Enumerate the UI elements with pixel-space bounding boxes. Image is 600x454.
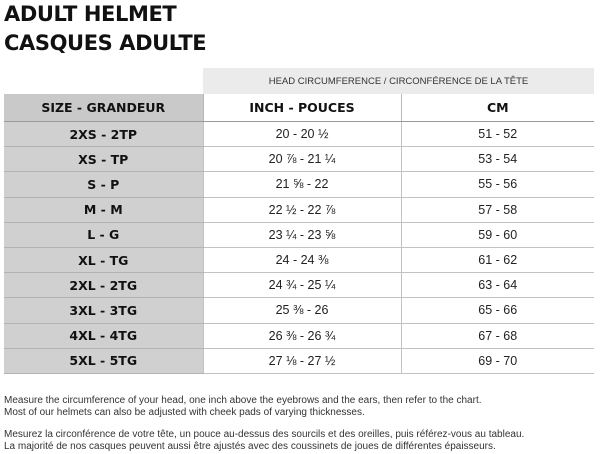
note-fr-measure: Mesurez la circonférence de votre tête, un pouce au-dessus des sourcils et des oreilles, puis référez-vous au tableau.: [4, 429, 525, 440]
inch-cell: 25 ⅜ - 26: [203, 298, 401, 323]
inch-cell: 20 ⅞ - 21 ¼: [203, 147, 401, 172]
inch-cell: 21 ⅝ - 22: [203, 172, 401, 197]
table-row: [4, 147, 594, 172]
size-cell: 4XL - 4TG: [4, 323, 203, 348]
table-row: [4, 298, 594, 323]
cm-cell: 53 - 54: [401, 147, 594, 172]
table-row: [4, 348, 594, 373]
inch-cell: 20 - 20 ½: [203, 122, 401, 147]
size-cell: L - G: [4, 222, 203, 247]
title-english: ADULT HELMET: [4, 2, 177, 26]
size-cell: 2XS - 2TP: [4, 122, 203, 147]
table-row: [4, 323, 594, 348]
cm-cell: 65 - 66: [401, 298, 594, 323]
cm-cell: 63 - 64: [401, 273, 594, 298]
size-cell: M - M: [4, 197, 203, 222]
note-en-cheek-pads: Most of our helmets can also be adjusted with cheek pads of varying thicknesses.: [4, 407, 365, 418]
size-cell: 3XL - 3TG: [4, 298, 203, 323]
size-table: [4, 94, 594, 374]
size-cell: XL - TG: [4, 247, 203, 272]
size-cell: 2XL - 2TG: [4, 273, 203, 298]
cm-cell: 67 - 68: [401, 323, 594, 348]
cm-cell: 51 - 52: [401, 122, 594, 147]
table-row: [4, 172, 594, 197]
inch-cell: 27 ⅛ - 27 ½: [203, 348, 401, 373]
inch-cell: 26 ⅜ - 26 ¾: [203, 323, 401, 348]
size-column-header: SIZE - GRANDEUR: [4, 94, 203, 122]
cm-cell: 55 - 56: [401, 172, 594, 197]
table-row: [4, 122, 594, 147]
cm-column-header: CM: [401, 94, 594, 122]
instructions: [4, 395, 596, 453]
size-cell: S - P: [4, 172, 203, 197]
cm-cell: 61 - 62: [401, 247, 594, 272]
inch-cell: 24 - 24 ⅜: [203, 247, 401, 272]
title-french: CASQUES ADULTE: [4, 31, 207, 55]
note-fr-cheek-pads: La majorité de nos casques peuvent aussi être ajustés avec des coussinets de joues de différentes épaisseurs.: [4, 441, 496, 452]
size-cell: 5XL - 5TG: [4, 348, 203, 373]
inch-cell: 22 ½ - 22 ⅞: [203, 197, 401, 222]
size-cell: XS - TP: [4, 147, 203, 172]
cm-cell: 59 - 60: [401, 222, 594, 247]
head-circumference-header: HEAD CIRCUMFERENCE / CIRCONFÉRENCE DE LA TÊTE: [203, 68, 594, 95]
cm-cell: 69 - 70: [401, 348, 594, 373]
inch-cell: 23 ¼ - 23 ⅝: [203, 222, 401, 247]
header-row: [4, 94, 594, 122]
table-row: [4, 247, 594, 272]
inch-column-header: INCH - POUCES: [203, 94, 401, 122]
inch-cell: 24 ¾ - 25 ¼: [203, 273, 401, 298]
table-row: [4, 222, 594, 247]
table-row: [4, 197, 594, 222]
cm-cell: 57 - 58: [401, 197, 594, 222]
table-row: [4, 273, 594, 298]
note-en-measure: Measure the circumference of your head, one inch above the eyebrows and the ears, then refer to the chart.: [4, 395, 482, 406]
